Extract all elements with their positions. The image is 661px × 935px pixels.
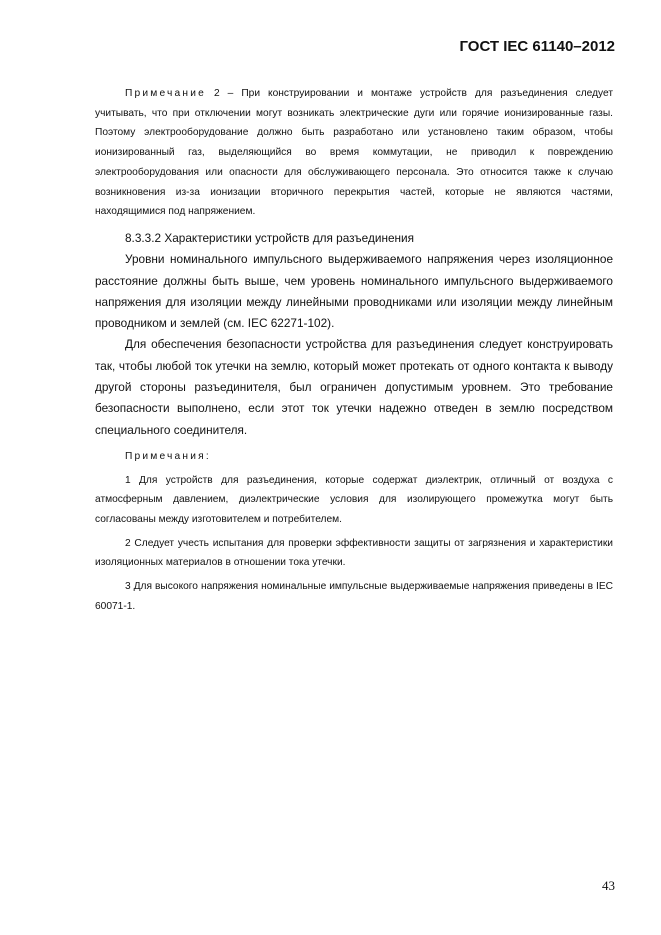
notes-label: Примечания: — [125, 450, 211, 462]
page-number: 43 — [602, 878, 615, 893]
page-body — [95, 84, 613, 617]
note-label: Примечание — [125, 88, 206, 99]
note-item-3: 3 Для высокого напряжения номинальные импульсные выдерживаемые напряжения приведены в IEC 60071-1. — [95, 581, 613, 612]
note-item-2: 2 Следует учесть испытания для проверки эффективности защиты от загрязнения и характеристики изоляционных материалов в отношении тока утечки. — [95, 537, 613, 569]
note-2-paragraph — [95, 84, 613, 222]
section-paragraph-1: Уровни номинального импульсного выдерживаемого напряжения через изоляционное расстояние должны быть выше, чем уровень номинального импульсного выдерживаемого напряжения для изоляции между линейными проводниками или изоляции между линейным проводником и землей (см. IEC 62271-102). — [95, 252, 613, 331]
document-code-header: ГОСТ IEC 61140–2012 — [459, 38, 615, 55]
section-paragraph-2: Для обеспечения безопасности устройства для разъединения следует конструировать так, чтобы любой ток утечки на землю, который может протекать от одного контакта к выводу другой стороны разъединителя, был ограничен допустимым уровнем. Это требование безопасности выполнено, если этот ток утечки надежно отведен в землю посредством специального соединителя. — [95, 337, 613, 437]
note-item-1: 1 Для устройств для разъединения, которые содержат диэлектрик, отличный от воздуха с атмосферным давлением, диэлектрические условия для изолирующего промежутка могут быть согласованы между изготовителем и потребителем. — [95, 474, 613, 525]
note-2-text: 2 – При конструировании и монтаже устройств для разъединения следует учитывать, что при отключении могут возникать электрические дуги или горячие ионизированные газы. Поэтому электрооборудование должно быть разработано или установлено таким образом, чтобы ионизированный газ, выделяющийся во время коммутации, не приводил к повреждению электрооборудования или опасности для обслуживающего персонала. Это относится также к случаю возникновения из-за ионизации вторичного перекрытия частей, которые не являются частями, находящимися под напряжением. — [95, 88, 613, 218]
section-heading: 8.3.3.2 Характеристики устройств для разъединения — [125, 230, 415, 245]
